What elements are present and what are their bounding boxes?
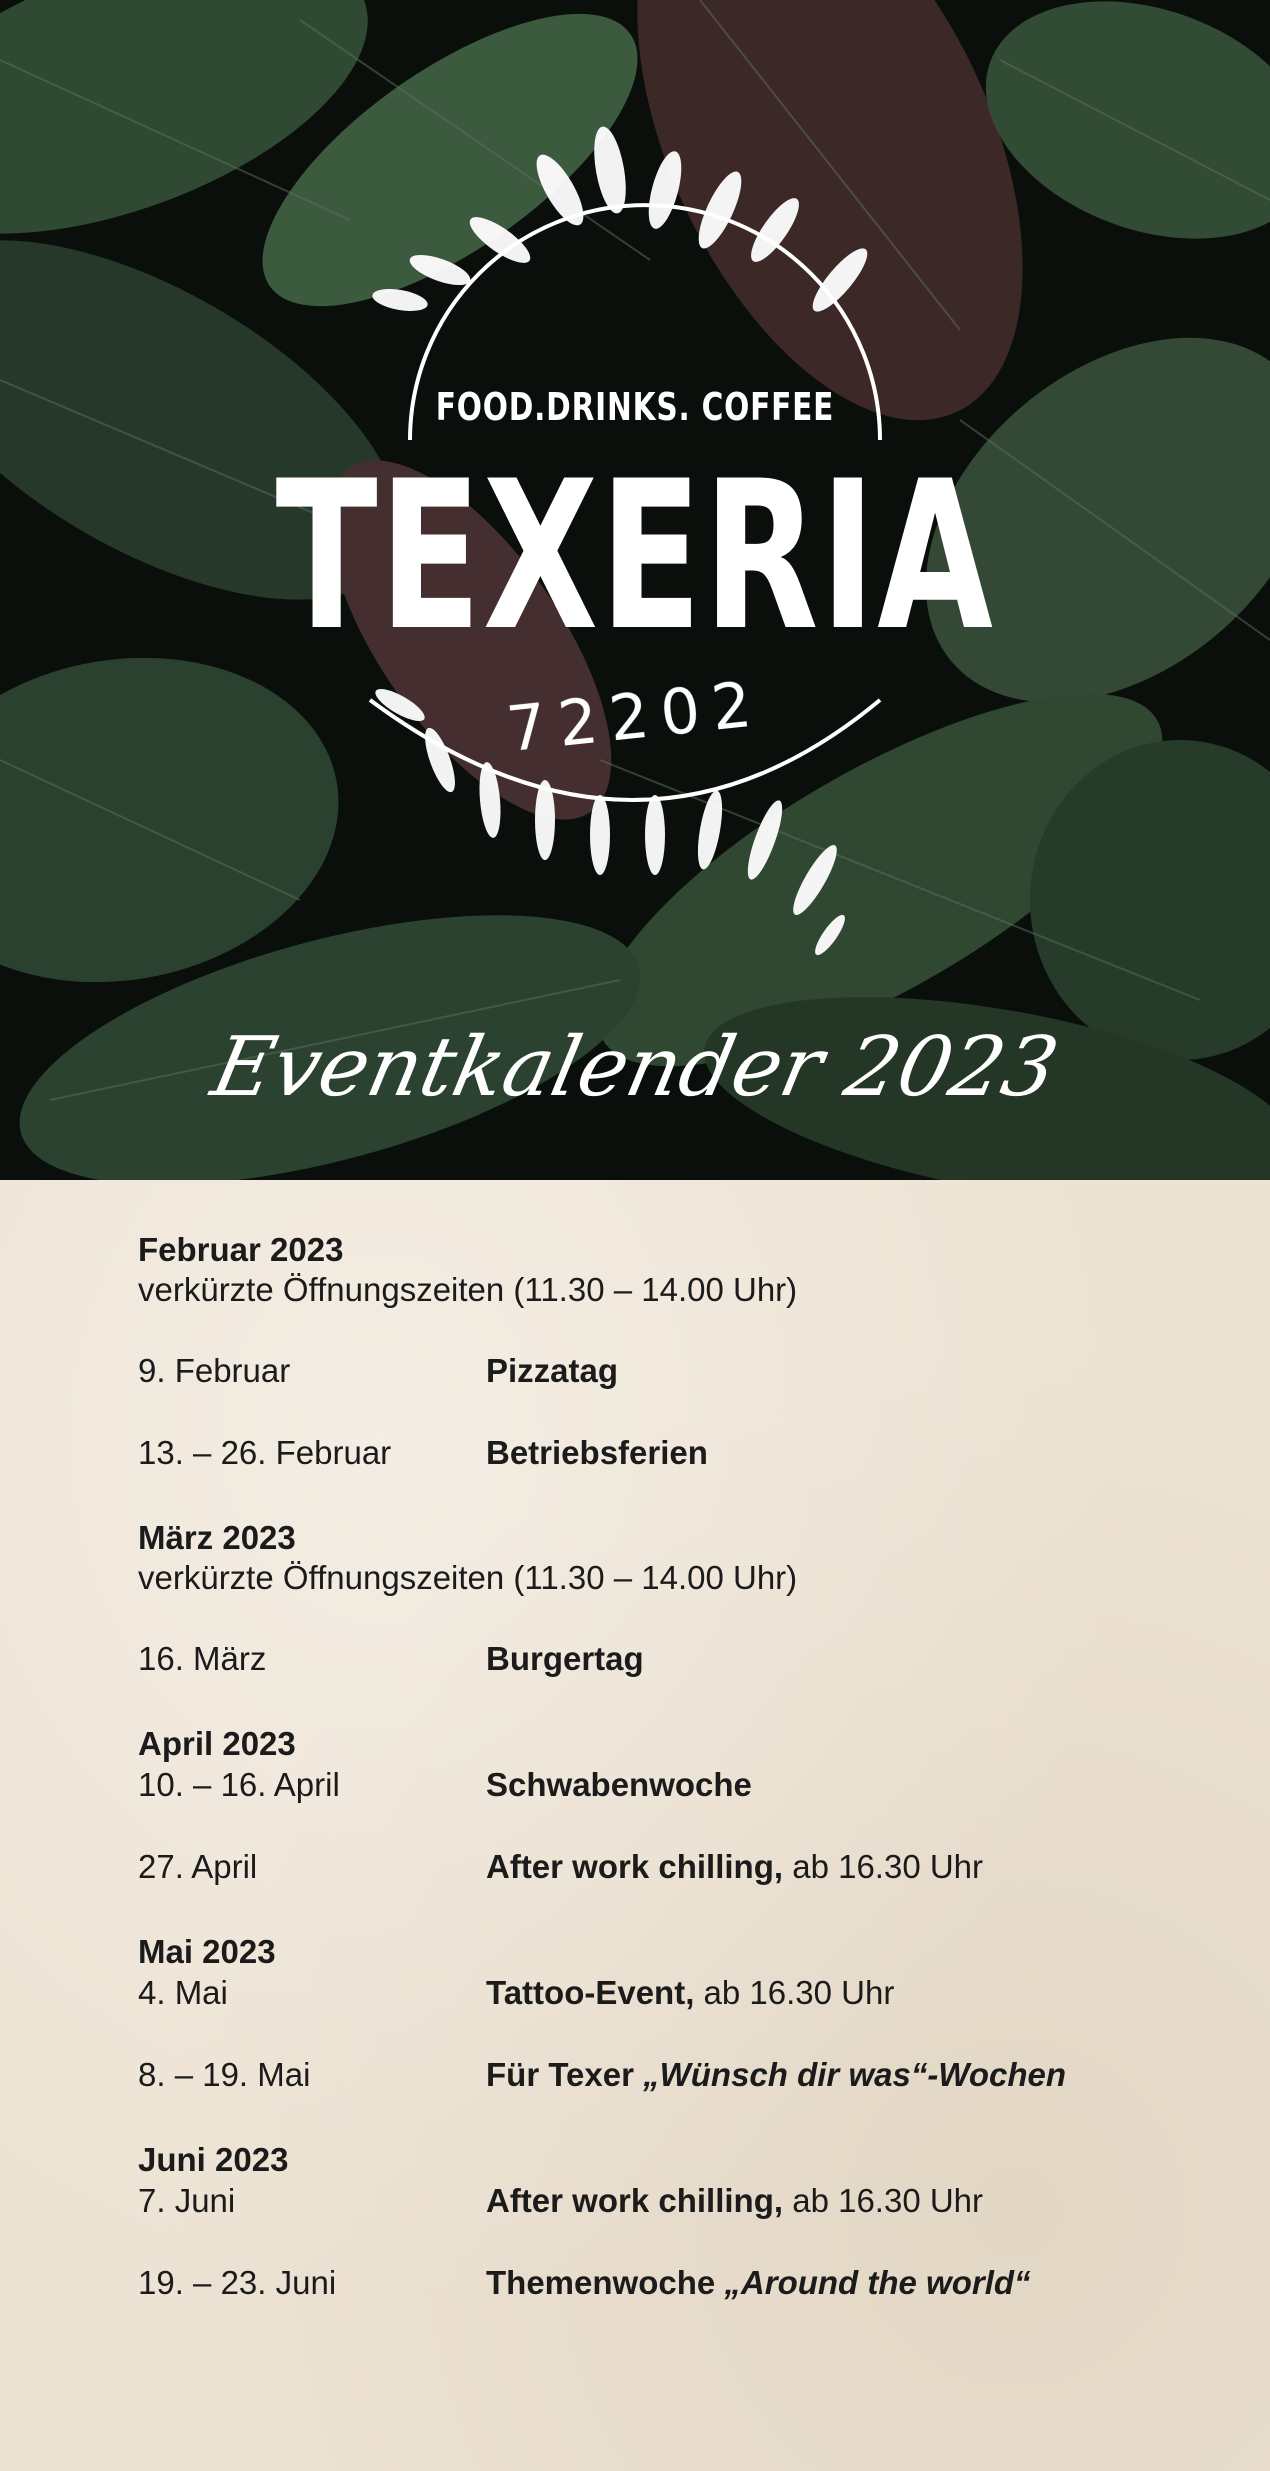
month-note-mar: verkürzte Öffnungszeiten (11.30 – 14.00 Uhr) (138, 1559, 798, 1596)
event-title-italic: „Around the world“ (724, 2264, 1031, 2301)
event-title: Betriebsferien (486, 1434, 708, 1471)
month-heading-feb: Februar 2023 (138, 1231, 344, 1268)
event-title-italic: „Wünsch dir was“-Wochen (643, 2056, 1067, 2093)
event-time: ab 16.30 Uhr (783, 2182, 984, 2219)
event-date: 8. – 19. Mai (138, 2056, 311, 2093)
event-date: 27. April (138, 1848, 258, 1885)
event-date: 13. – 26. Februar (138, 1434, 392, 1471)
logo-tagline: FOOD.DRINKS. COFFEE (435, 385, 835, 429)
event-row (138, 1764, 1138, 1806)
event-title: Schwabenwoche (486, 1766, 752, 1803)
event-title: Pizzatag (486, 1352, 619, 1389)
event-date: 7. Juni (138, 2182, 236, 2219)
event-title: Themenwoche (486, 2264, 725, 2301)
event-row (138, 1638, 1138, 1680)
event-title: After work chilling, (486, 1848, 784, 1885)
event-time: ab 16.30 Uhr (694, 1974, 895, 2011)
event-row (138, 2054, 1138, 2096)
event-title: Burgertag (486, 1640, 644, 1677)
month-heading-may: Mai 2023 (138, 1933, 276, 1970)
event-calendar (138, 1230, 1138, 2304)
event-row (138, 2262, 1138, 2304)
event-row (138, 2180, 1138, 2222)
event-row (138, 1432, 1138, 1474)
event-title: Tattoo-Event, (486, 1974, 695, 2011)
event-time: ab 16.30 Uhr (783, 1848, 984, 1885)
logo-postcode: 72202 (503, 666, 767, 767)
event-date: 9. Februar (138, 1352, 291, 1389)
event-title: Für Texer (486, 2056, 644, 2093)
month-heading-apr: April 2023 (138, 1725, 296, 1762)
event-row (138, 1846, 1138, 1888)
hero-banner (0, 0, 1270, 1180)
event-title: After work chilling, (486, 2182, 784, 2219)
event-date: 19. – 23. Juni (138, 2264, 337, 2301)
month-heading-jun: Juni 2023 (138, 2141, 289, 2178)
event-row (138, 1972, 1138, 2014)
month-heading-mar: März 2023 (138, 1519, 296, 1556)
event-date: 10. – 16. April (138, 1766, 340, 1803)
logo-brand-name: TEXERIA (275, 438, 995, 676)
page-title: Eventkalender 2023 (204, 1020, 1066, 1115)
event-row (138, 1350, 1138, 1392)
event-date: 16. März (138, 1640, 267, 1677)
event-date: 4. Mai (138, 1974, 228, 2011)
month-note-feb: verkürzte Öffnungszeiten (11.30 – 14.00 Uhr) (138, 1271, 798, 1308)
